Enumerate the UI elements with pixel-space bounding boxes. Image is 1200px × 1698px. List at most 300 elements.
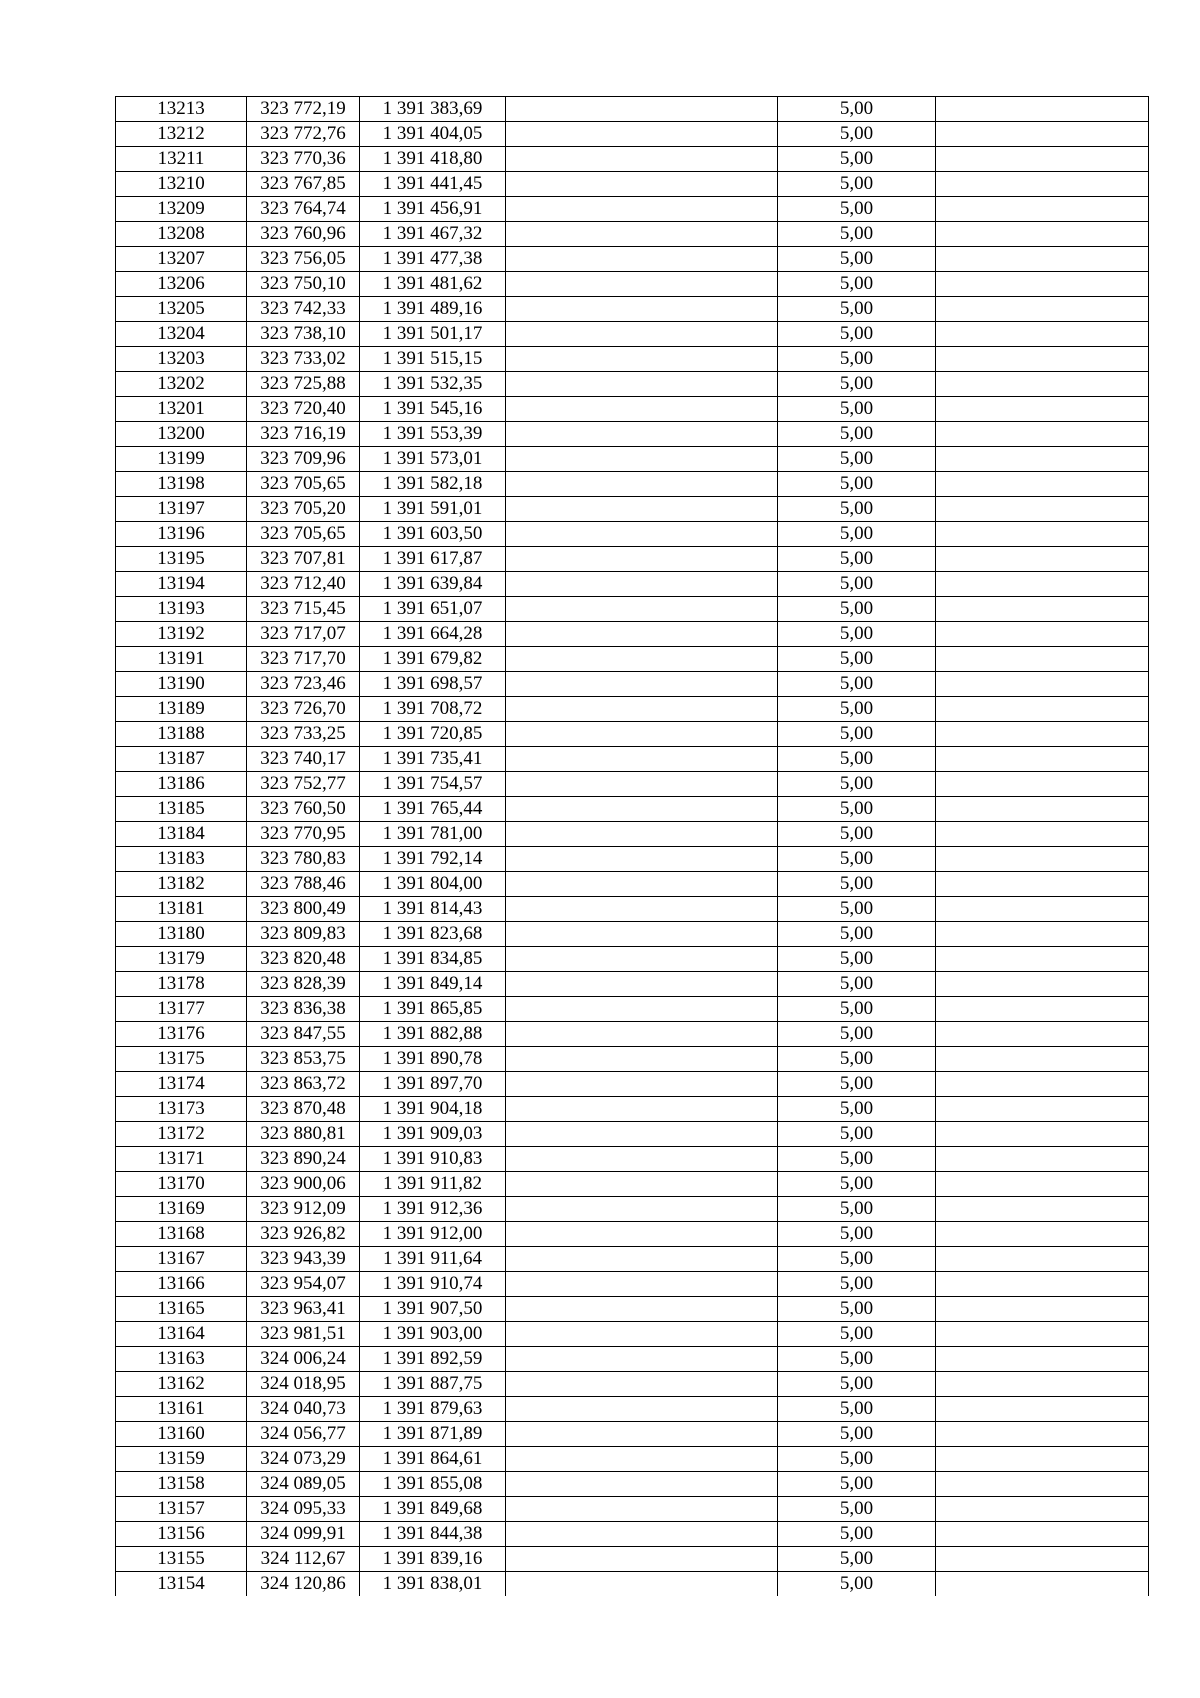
table-row [116,1097,1149,1122]
notes-cell [936,847,1149,872]
point-number-cell: 13179 [116,947,247,972]
y-coordinate-cell: 1 391 404,05 [360,122,506,147]
y-coordinate-cell: 1 391 864,61 [360,1447,506,1472]
table-row [116,1172,1149,1197]
accuracy-cell: 5,00 [778,672,936,697]
point-number-cell: 13157 [116,1497,247,1522]
table-row [116,497,1149,522]
x-coordinate-cell: 323 707,81 [247,547,360,572]
accuracy-cell: 5,00 [778,997,936,1022]
description-cell [506,397,778,422]
table-row [116,1572,1149,1597]
coordinates-table-body [116,97,1149,1597]
description-cell [506,447,778,472]
notes-cell [936,1172,1149,1197]
coordinates-table [115,96,1149,1596]
description-cell [506,747,778,772]
table-row [116,97,1149,122]
y-coordinate-cell: 1 391 838,01 [360,1572,506,1597]
y-coordinate-cell: 1 391 887,75 [360,1372,506,1397]
y-coordinate-cell: 1 391 708,72 [360,697,506,722]
accuracy-cell: 5,00 [778,1497,936,1522]
description-cell [506,1272,778,1297]
accuracy-cell: 5,00 [778,1147,936,1172]
accuracy-cell: 5,00 [778,1097,936,1122]
y-coordinate-cell: 1 391 735,41 [360,747,506,772]
description-cell [506,872,778,897]
point-number-cell: 13169 [116,1197,247,1222]
accuracy-cell: 5,00 [778,622,936,647]
point-number-cell: 13207 [116,247,247,272]
accuracy-cell: 5,00 [778,1472,936,1497]
description-cell [506,197,778,222]
description-cell [506,1547,778,1572]
accuracy-cell: 5,00 [778,122,936,147]
description-cell [506,97,778,122]
point-number-cell: 13189 [116,697,247,722]
y-coordinate-cell: 1 391 545,16 [360,397,506,422]
y-coordinate-cell: 1 391 907,50 [360,1297,506,1322]
y-coordinate-cell: 1 391 871,89 [360,1422,506,1447]
y-coordinate-cell: 1 391 467,32 [360,222,506,247]
point-number-cell: 13160 [116,1422,247,1447]
description-cell [506,472,778,497]
notes-cell [936,872,1149,897]
table-row [116,147,1149,172]
y-coordinate-cell: 1 391 855,08 [360,1472,506,1497]
y-coordinate-cell: 1 391 532,35 [360,372,506,397]
x-coordinate-cell: 323 717,07 [247,622,360,647]
point-number-cell: 13211 [116,147,247,172]
x-coordinate-cell: 324 089,05 [247,1472,360,1497]
point-number-cell: 13213 [116,97,247,122]
y-coordinate-cell: 1 391 664,28 [360,622,506,647]
table-row [116,872,1149,897]
y-coordinate-cell: 1 391 909,03 [360,1122,506,1147]
point-number-cell: 13203 [116,347,247,372]
y-coordinate-cell: 1 391 804,00 [360,872,506,897]
x-coordinate-cell: 323 738,10 [247,322,360,347]
notes-cell [936,1547,1149,1572]
table-row [116,1122,1149,1147]
notes-cell [936,997,1149,1022]
table-row [116,1397,1149,1422]
table-row [116,747,1149,772]
accuracy-cell: 5,00 [778,1447,936,1472]
accuracy-cell: 5,00 [778,1397,936,1422]
table-row [116,1147,1149,1172]
point-number-cell: 13163 [116,1347,247,1372]
x-coordinate-cell: 324 018,95 [247,1372,360,1397]
notes-cell [936,397,1149,422]
table-row [116,472,1149,497]
notes-cell [936,1497,1149,1522]
point-number-cell: 13200 [116,422,247,447]
point-number-cell: 13198 [116,472,247,497]
description-cell [506,1022,778,1047]
x-coordinate-cell: 324 040,73 [247,1397,360,1422]
point-number-cell: 13174 [116,1072,247,1097]
table-row [116,1247,1149,1272]
x-coordinate-cell: 323 828,39 [247,972,360,997]
x-coordinate-cell: 323 705,65 [247,472,360,497]
point-number-cell: 13155 [116,1547,247,1572]
notes-cell [936,822,1149,847]
notes-cell [936,747,1149,772]
x-coordinate-cell: 323 788,46 [247,872,360,897]
description-cell [506,897,778,922]
notes-cell [936,697,1149,722]
table-row [116,697,1149,722]
y-coordinate-cell: 1 391 489,16 [360,297,506,322]
description-cell [506,272,778,297]
description-cell [506,1497,778,1522]
description-cell [506,547,778,572]
accuracy-cell: 5,00 [778,297,936,322]
accuracy-cell: 5,00 [778,797,936,822]
x-coordinate-cell: 323 716,19 [247,422,360,447]
description-cell [506,1147,778,1172]
accuracy-cell: 5,00 [778,722,936,747]
accuracy-cell: 5,00 [778,847,936,872]
accuracy-cell: 5,00 [778,1022,936,1047]
notes-cell [936,447,1149,472]
notes-cell [936,1447,1149,1472]
table-row [116,322,1149,347]
x-coordinate-cell: 323 733,25 [247,722,360,747]
description-cell [506,1472,778,1497]
description-cell [506,1297,778,1322]
description-cell [506,1447,778,1472]
notes-cell [936,897,1149,922]
x-coordinate-cell: 323 863,72 [247,1072,360,1097]
accuracy-cell: 5,00 [778,1547,936,1572]
notes-cell [936,572,1149,597]
notes-cell [936,247,1149,272]
accuracy-cell: 5,00 [778,322,936,347]
accuracy-cell: 5,00 [778,1222,936,1247]
notes-cell [936,222,1149,247]
x-coordinate-cell: 323 767,85 [247,172,360,197]
table-row [116,122,1149,147]
y-coordinate-cell: 1 391 814,43 [360,897,506,922]
accuracy-cell: 5,00 [778,1072,936,1097]
point-number-cell: 13168 [116,1222,247,1247]
description-cell [506,147,778,172]
table-row [116,972,1149,997]
notes-cell [936,472,1149,497]
point-number-cell: 13183 [116,847,247,872]
x-coordinate-cell: 324 006,24 [247,1347,360,1372]
accuracy-cell: 5,00 [778,447,936,472]
notes-cell [936,122,1149,147]
notes-cell [936,297,1149,322]
notes-cell [936,922,1149,947]
point-number-cell: 13209 [116,197,247,222]
accuracy-cell: 5,00 [778,647,936,672]
accuracy-cell: 5,00 [778,972,936,997]
accuracy-cell: 5,00 [778,1322,936,1347]
x-coordinate-cell: 324 095,33 [247,1497,360,1522]
description-cell [506,322,778,347]
x-coordinate-cell: 323 820,48 [247,947,360,972]
description-cell [506,1122,778,1147]
point-number-cell: 13201 [116,397,247,422]
table-row [116,997,1149,1022]
x-coordinate-cell: 323 717,70 [247,647,360,672]
accuracy-cell: 5,00 [778,147,936,172]
x-coordinate-cell: 323 770,36 [247,147,360,172]
accuracy-cell: 5,00 [778,922,936,947]
point-number-cell: 13191 [116,647,247,672]
description-cell [506,422,778,447]
y-coordinate-cell: 1 391 617,87 [360,547,506,572]
y-coordinate-cell: 1 391 865,85 [360,997,506,1022]
y-coordinate-cell: 1 391 910,74 [360,1272,506,1297]
point-number-cell: 13208 [116,222,247,247]
accuracy-cell: 5,00 [778,597,936,622]
notes-cell [936,672,1149,697]
notes-cell [936,972,1149,997]
point-number-cell: 13161 [116,1397,247,1422]
point-number-cell: 13199 [116,447,247,472]
description-cell [506,1097,778,1122]
point-number-cell: 13181 [116,897,247,922]
point-number-cell: 13172 [116,1122,247,1147]
table-row [116,1447,1149,1472]
accuracy-cell: 5,00 [778,422,936,447]
y-coordinate-cell: 1 391 591,01 [360,497,506,522]
table-row [116,247,1149,272]
x-coordinate-cell: 323 943,39 [247,1247,360,1272]
description-cell [506,597,778,622]
point-number-cell: 13206 [116,272,247,297]
y-coordinate-cell: 1 391 573,01 [360,447,506,472]
table-row [116,1347,1149,1372]
x-coordinate-cell: 323 954,07 [247,1272,360,1297]
table-row [116,1047,1149,1072]
accuracy-cell: 5,00 [778,1522,936,1547]
description-cell [506,1247,778,1272]
description-cell [506,997,778,1022]
x-coordinate-cell: 323 912,09 [247,1197,360,1222]
x-coordinate-cell: 323 760,50 [247,797,360,822]
x-coordinate-cell: 323 926,82 [247,1222,360,1247]
accuracy-cell: 5,00 [778,1047,936,1072]
x-coordinate-cell: 323 772,76 [247,122,360,147]
accuracy-cell: 5,00 [778,247,936,272]
accuracy-cell: 5,00 [778,497,936,522]
table-row [116,372,1149,397]
notes-cell [936,547,1149,572]
description-cell [506,647,778,672]
y-coordinate-cell: 1 391 781,00 [360,822,506,847]
description-cell [506,347,778,372]
accuracy-cell: 5,00 [778,1422,936,1447]
point-number-cell: 13185 [116,797,247,822]
y-coordinate-cell: 1 391 651,07 [360,597,506,622]
point-number-cell: 13194 [116,572,247,597]
x-coordinate-cell: 323 847,55 [247,1022,360,1047]
y-coordinate-cell: 1 391 882,88 [360,1022,506,1047]
accuracy-cell: 5,00 [778,547,936,572]
point-number-cell: 13192 [116,622,247,647]
accuracy-cell: 5,00 [778,347,936,372]
table-row [116,1272,1149,1297]
x-coordinate-cell: 323 712,40 [247,572,360,597]
notes-cell [936,97,1149,122]
point-number-cell: 13164 [116,1322,247,1347]
description-cell [506,297,778,322]
notes-cell [936,1397,1149,1422]
x-coordinate-cell: 323 742,33 [247,297,360,322]
point-number-cell: 13188 [116,722,247,747]
x-coordinate-cell: 323 709,96 [247,447,360,472]
x-coordinate-cell: 323 723,46 [247,672,360,697]
x-coordinate-cell: 323 764,74 [247,197,360,222]
table-row [116,822,1149,847]
y-coordinate-cell: 1 391 477,38 [360,247,506,272]
point-number-cell: 13212 [116,122,247,147]
y-coordinate-cell: 1 391 904,18 [360,1097,506,1122]
table-row [116,647,1149,672]
description-cell [506,247,778,272]
x-coordinate-cell: 323 836,38 [247,997,360,1022]
y-coordinate-cell: 1 391 441,45 [360,172,506,197]
table-row [116,797,1149,822]
accuracy-cell: 5,00 [778,197,936,222]
notes-cell [936,372,1149,397]
notes-cell [936,1047,1149,1072]
notes-cell [936,1572,1149,1597]
point-number-cell: 13156 [116,1522,247,1547]
table-row [116,572,1149,597]
y-coordinate-cell: 1 391 911,64 [360,1247,506,1272]
point-number-cell: 13175 [116,1047,247,1072]
accuracy-cell: 5,00 [778,1272,936,1297]
accuracy-cell: 5,00 [778,397,936,422]
point-number-cell: 13159 [116,1447,247,1472]
accuracy-cell: 5,00 [778,1297,936,1322]
point-number-cell: 13177 [116,997,247,1022]
notes-cell [936,1297,1149,1322]
accuracy-cell: 5,00 [778,822,936,847]
description-cell [506,1047,778,1072]
description-cell [506,1072,778,1097]
x-coordinate-cell: 323 853,75 [247,1047,360,1072]
notes-cell [936,1422,1149,1447]
description-cell [506,797,778,822]
accuracy-cell: 5,00 [778,747,936,772]
notes-cell [936,1147,1149,1172]
x-coordinate-cell: 323 760,96 [247,222,360,247]
accuracy-cell: 5,00 [778,522,936,547]
y-coordinate-cell: 1 391 481,62 [360,272,506,297]
accuracy-cell: 5,00 [778,897,936,922]
point-number-cell: 13202 [116,372,247,397]
notes-cell [936,1197,1149,1222]
description-cell [506,522,778,547]
description-cell [506,722,778,747]
accuracy-cell: 5,00 [778,772,936,797]
description-cell [506,1322,778,1347]
point-number-cell: 13165 [116,1297,247,1322]
table-row [116,1297,1149,1322]
x-coordinate-cell: 323 880,81 [247,1122,360,1147]
point-number-cell: 13195 [116,547,247,572]
table-row [116,1072,1149,1097]
accuracy-cell: 5,00 [778,1572,936,1597]
y-coordinate-cell: 1 391 679,82 [360,647,506,672]
description-cell [506,1347,778,1372]
description-cell [506,947,778,972]
description-cell [506,372,778,397]
table-row [116,447,1149,472]
notes-cell [936,947,1149,972]
description-cell [506,847,778,872]
table-row [116,222,1149,247]
y-coordinate-cell: 1 391 720,85 [360,722,506,747]
table-row [116,1497,1149,1522]
description-cell [506,222,778,247]
notes-cell [936,197,1149,222]
notes-cell [936,1472,1149,1497]
description-cell [506,1422,778,1447]
description-cell [506,1372,778,1397]
notes-cell [936,1097,1149,1122]
table-row [116,1197,1149,1222]
table-row [116,1022,1149,1047]
x-coordinate-cell: 323 740,17 [247,747,360,772]
point-number-cell: 13186 [116,772,247,797]
point-number-cell: 13158 [116,1472,247,1497]
table-row [116,847,1149,872]
notes-cell [936,522,1149,547]
description-cell [506,1522,778,1547]
point-number-cell: 13204 [116,322,247,347]
point-number-cell: 13184 [116,822,247,847]
table-row [116,172,1149,197]
x-coordinate-cell: 323 715,45 [247,597,360,622]
y-coordinate-cell: 1 391 639,84 [360,572,506,597]
x-coordinate-cell: 323 800,49 [247,897,360,922]
description-cell [506,622,778,647]
table-row [116,772,1149,797]
accuracy-cell: 5,00 [778,947,936,972]
y-coordinate-cell: 1 391 792,14 [360,847,506,872]
x-coordinate-cell: 323 752,77 [247,772,360,797]
y-coordinate-cell: 1 391 912,36 [360,1197,506,1222]
table-row [116,1422,1149,1447]
x-coordinate-cell: 323 750,10 [247,272,360,297]
accuracy-cell: 5,00 [778,472,936,497]
notes-cell [936,1522,1149,1547]
x-coordinate-cell: 323 705,65 [247,522,360,547]
accuracy-cell: 5,00 [778,1122,936,1147]
description-cell [506,1197,778,1222]
table-row [116,272,1149,297]
point-number-cell: 13205 [116,297,247,322]
accuracy-cell: 5,00 [778,1372,936,1397]
description-cell [506,672,778,697]
y-coordinate-cell: 1 391 912,00 [360,1222,506,1247]
x-coordinate-cell: 323 756,05 [247,247,360,272]
notes-cell [936,272,1149,297]
y-coordinate-cell: 1 391 765,44 [360,797,506,822]
notes-cell [936,1322,1149,1347]
notes-cell [936,1372,1149,1397]
accuracy-cell: 5,00 [778,872,936,897]
